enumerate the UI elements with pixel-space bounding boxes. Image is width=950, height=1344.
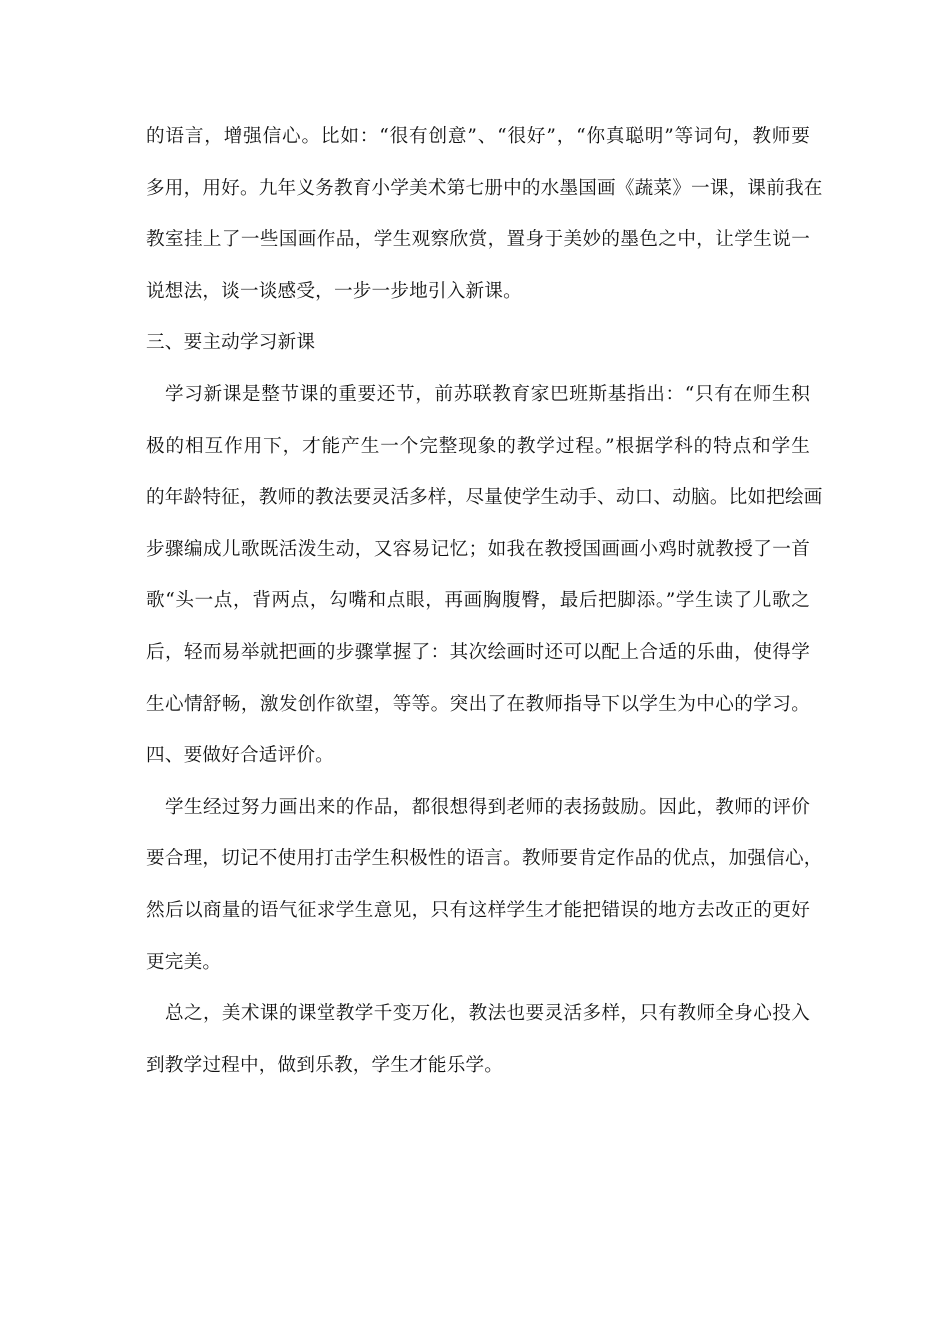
paragraph-line: 学生经过努力画出来的作品，都很想得到老师的表扬鼓励。因此，教师的评价 bbox=[165, 796, 810, 818]
paragraph-line: 后，轻而易举就把画的步骤掌握了：其次绘画时还可以配上合适的乐曲，使得学 bbox=[146, 641, 810, 663]
section-heading: 三、要主动学习新课 bbox=[146, 332, 316, 354]
paragraph-line: 歌“头一点，背两点，勾嘴和点眼，再画胸腹臀，最后把脚添。”学生读了儿歌之 bbox=[146, 590, 810, 612]
paragraph-line: 更完美。 bbox=[146, 951, 222, 973]
document-body bbox=[146, 120, 823, 1100]
paragraph-line: 总之，美术课的课堂教学千变万化，教法也要灵活多样，只有教师全身心投入 bbox=[165, 1003, 810, 1025]
section-heading: 四、要做好合适评价。 bbox=[146, 745, 334, 767]
paragraph-line: 要合理，切记不使用打击学生积极性的语言。教师要肯定作品的优点，加强信心， bbox=[146, 848, 823, 870]
paragraph-line: 步骤编成儿歌既活泼生动，又容易记忆；如我在教授国画画小鸡时就教授了一首 bbox=[146, 538, 810, 560]
paragraph-line: 的语言，增强信心。比如：“很有创意”、“很好”，“你真聪明”等词句，教师要 bbox=[146, 126, 810, 147]
paragraph-line: 极的相互作用下，才能产生一个完整现象的教学过程。”根据学科的特点和学生 bbox=[146, 435, 810, 457]
paragraph-line: 的年龄特征，教师的教法要灵活多样，尽量使学生动手、动口、动脑。比如把绘画 bbox=[146, 487, 823, 509]
paragraph-line: 教室挂上了一些国画作品，学生观察欣赏，置身于美妙的墨色之中，让学生说一 bbox=[146, 229, 810, 251]
paragraph-line: 到教学过程中，做到乐教，学生才能乐学。 bbox=[146, 1054, 504, 1076]
paragraph-line: 学习新课是整节课的重要还节，前苏联教育家巴班斯基指出：“只有在师生积 bbox=[165, 383, 810, 405]
paragraph-line: 多用，用好。九年义务教育小学美术第七册中的水墨国画《蔬菜》一课，课前我在 bbox=[146, 177, 823, 199]
paragraph-line: 然后以商量的语气征求学生意见，只有这样学生才能把错误的地方去改正的更好 bbox=[146, 899, 810, 921]
paragraph-line: 生心情舒畅，激发创作欲望，等等。突出了在教师指导下以学生为中心的学习。 bbox=[146, 693, 810, 715]
paragraph-line: 说想法，谈一谈感受，一步一步地引入新课。 bbox=[146, 280, 522, 302]
